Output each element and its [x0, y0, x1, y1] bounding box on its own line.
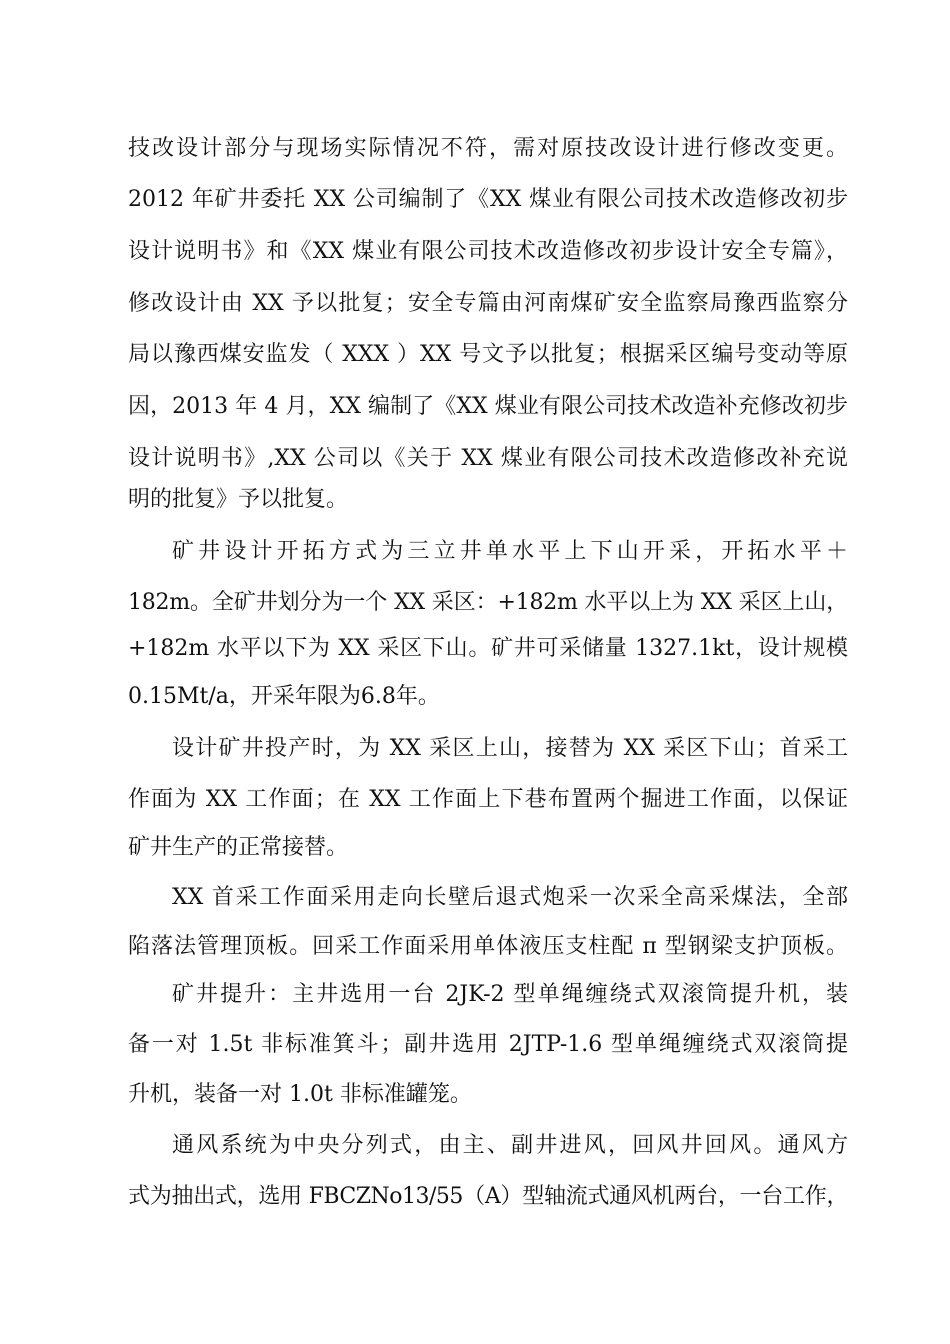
paragraph-2-line-2: 182m。全矿井划分为一个 XX 采区：+182m 水平以上为 XX 采区上山， [128, 590, 848, 615]
paragraph-6-line-2: 式为抽出式，选用 FBCZNo13/55（A）型轴流式通风机两台，一台工作， [128, 1184, 848, 1209]
paragraph-3-line-2: 作面为 XX 工作面；在 XX 工作面上下巷布置两个掘进工作面，以保证 [128, 787, 848, 812]
paragraph-5-line-3: 升机，装备一对 1.0t 非标准罐笼。 [128, 1082, 472, 1107]
paragraph-1-line-1: 技改设计部分与现场实际情况不符，需对原技改设计进行修改变更。 [128, 136, 848, 161]
paragraph-1-line-4: 修改设计由 XX 予以批复；安全专篇由河南煤矿安全监察局豫西监察分 [128, 291, 848, 316]
paragraph-5-line-1: 矿井提升：主井选用一台 2JK-2 型单绳缠绕式双滚筒提升机，装 [172, 982, 848, 1007]
paragraph-1-line-7: 设计说明书》,XX 公司以《关于 XX 煤业有限公司技术改造修改补充说 [128, 446, 848, 471]
paragraph-3-line-1: 设计矿井投产时，为 XX 采区上山，接替为 XX 采区下山；首采工 [172, 736, 848, 761]
paragraph-2-line-4: 0.15Mt/a，开采年限为6.8年。 [128, 684, 440, 709]
paragraph-5-line-2: 备一对 1.5t 非标准箕斗；副井选用 2JTP-1.6 型单绳缠绕式双滚筒提 [128, 1032, 848, 1057]
paragraph-2-line-1: 矿井设计开拓方式为三立井单水平上下山开采，开拓水平＋ [172, 539, 848, 564]
paragraph-4-line-2: 陷落法管理顶板。回采工作面采用单体液压支柱配 π 型钢梁支护顶板。 [128, 934, 848, 959]
paragraph-1-line-3: 设计说明书》和《XX 煤业有限公司技术改造修改初步设计安全专篇》， [128, 239, 848, 264]
paragraph-1-line-2: 2012 年矿井委托 XX 公司编制了《XX 煤业有限公司技术改造修改初步 [128, 187, 848, 212]
paragraph-4-line-1: XX 首采工作面采用走向长壁后退式炮采一次采全高采煤法，全部 [172, 885, 848, 910]
paragraph-1-line-5: 局以豫西煤安监发（ XXX ）XX 号文予以批复；根据采区编号变动等原 [128, 342, 848, 367]
paragraph-3-line-3: 矿井生产的正常接替。 [128, 835, 349, 860]
paragraph-2-line-3: +182m 水平以下为 XX 采区下山。矿井可采储量 1327.1kt，设计规模 [128, 636, 848, 661]
paragraph-1-line-8: 明的批复》予以批复。 [128, 487, 349, 512]
paragraph-6-line-1: 通风系统为中央分列式，由主、副井进风，回风井回风。通风方 [172, 1133, 848, 1158]
paragraph-1-line-6: 因，2013 年 4 月，XX 编制了《XX 煤业有限公司技术改造补充修改初步 [128, 394, 848, 419]
